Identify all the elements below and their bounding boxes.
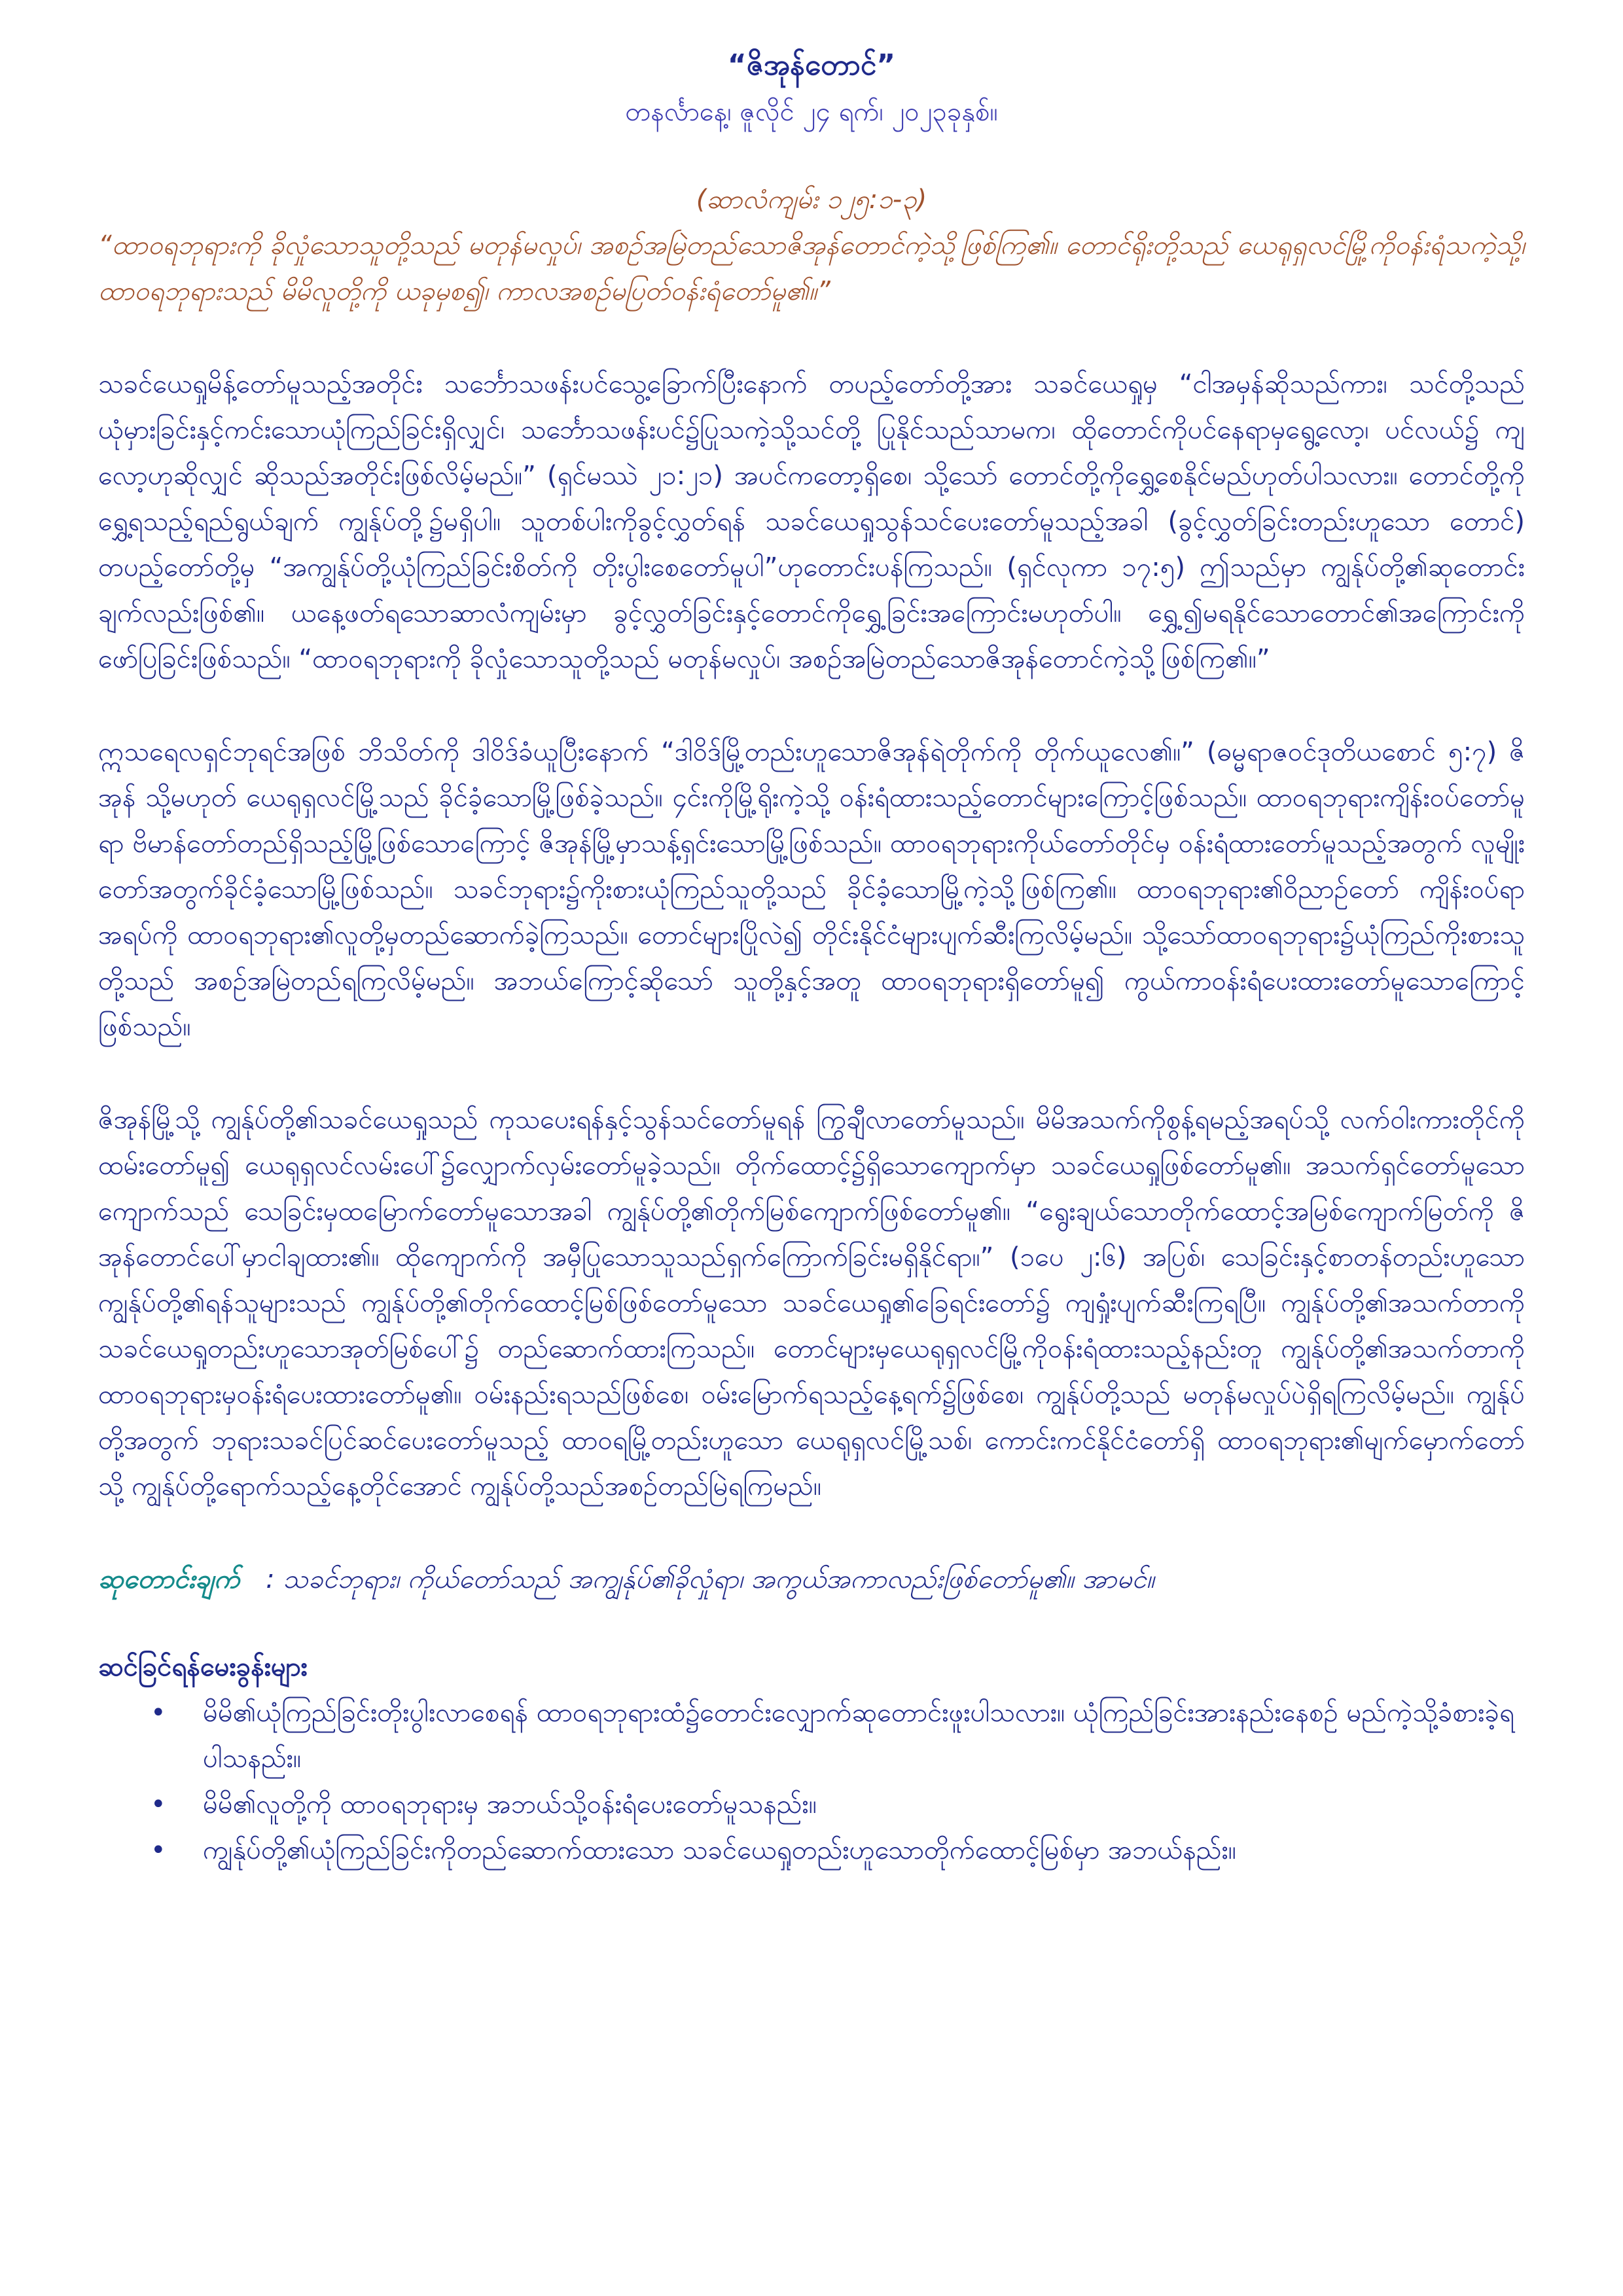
prayer-label: ဆုတောင်းချက် (98, 1564, 240, 1594)
questions-title: ဆင်ခြင်ရန်မေးခွန်းများ (98, 1652, 308, 1682)
list-item (151, 1782, 1525, 1827)
bullet-icon: • (151, 1835, 166, 1865)
prayer-text: : သခင်ဘုရား၊ ကိုယ်တော်သည် အကျွန်ုပ်၏ခိုလှုံရာ၊ အကွယ်အကာလည်းဖြစ်တော်မူ၏။ အာမင်။ (266, 1564, 1154, 1594)
bullet-icon: • (151, 1698, 166, 1728)
paragraph-2: ဣသရေလရှင်ဘုရင်အဖြစ် ဘိသိတ်ကို ဒါဝိဒ်ခံယူပြီးနောက် “ဒါဝိဒ်မြို့တည်းဟူသောဇိအုန်ရဲတိုက်ကို တိုက်ယူလေ၏။” (ဓမ္မရာဇဝင်ဒုတိယစောင် ၅:၇) ဇိအုန် သို့မဟုတ် ယေရုရှလင်မြို့သည် ခိုင်ခံ့သောမြို့ဖြစ်ခဲ့သည်။ ၄င်းကိုမြို့ရိုးကဲ့သို့ ဝန်းရံထားသည့်တောင်များကြောင့်ဖြစ်သည်။ ထာဝရဘုရားကျိန်းဝပ်တော်မူရာ ဗိမာန်တော်တည်ရှိသည့်မြို့ဖြစ်သောကြောင့် ဇိအုန်မြို့မှာသန့်ရှင်းသောမြို့ဖြစ်သည်။ ထာဝရဘုရားကိုယ်တော်တိုင်မှ ဝန်းရံထားတော်မူသည့်အတွက် လူမျိုးတော်အတွက်ခိုင်ခံ့သောမြို့ဖြစ်သည်။ သခင်ဘုရား၌ကိုးစားယုံကြည်သူတို့သည် ခိုင်ခံ့သောမြို့ကဲ့သို့ဖြစ်ကြ၏။ ထာဝရဘုရား၏ဝိညာဉ်တော် ကျိန်းဝပ်ရာအရပ်ကို ထာဝရဘုရား၏လူတို့မှတည်ဆောက်ခဲ့ကြသည်။ တောင်များပြိုလဲ၍ တိုင်းနိုင်ငံများပျက်ဆီးကြလိမ့်မည်။ သို့သော်ထာဝရဘုရား၌ယုံကြည်ကိုးစားသူတို့သည် အစဉ်အမြဲတည်ရကြလိမ့်မည်။ အဘယ်ကြောင့်ဆိုသော် သူတို့နှင့်အတူ ထာဝရဘုရားရှိတော်မူ၍ ကွယ်ကာဝန်းရံပေးထားတော်မူသောကြောင့်ဖြစ်သည်။ (98, 737, 1525, 1042)
bullet-icon: • (151, 1789, 166, 1820)
verse-text: “ထာဝရဘုရားကို ခိုလှုံသောသူတို့သည် မတုန်မလှုပ်၊ အစဉ်အမြဲတည်သောဇိအုန်တောင်ကဲ့သို့ဖြစ်ကြ၏။ တောင်ရိုးတို့သည် ယေရုရှလင်မြို့ကိုဝန်းရံသကဲ့သို့၊ ထာဝရဘုရားသည် မိမိလူတို့ကို ယခုမှစ၍၊ ကာလအစဉ်မပြတ်ဝန်းရံတော်မူ၏။” (98, 230, 1525, 306)
question-text: မိမိ၏ယုံကြည်ခြင်းတိုးပွါးလာစေရန် ထာဝရဘုရားထံ၌တောင်းလျှောက်ဆုတောင်းဖူးပါသလား။ ယုံကြည်ခြင်းအားနည်းနေစဉ် မည်ကဲ့သို့ခံစားခဲ့ရပါသနည်း။ (203, 1698, 1514, 1774)
page-title: “ဇိအုန်တောင်” (727, 48, 896, 82)
question-text: မိမိ၏လူတို့ကို ထာဝရဘုရားမှ အဘယ်သို့ဝန်းရံပေးတော်မူသနည်း။ (203, 1789, 817, 1820)
prayer (98, 1556, 1525, 1602)
questions-list (98, 1690, 1525, 1873)
paragraph-1: သခင်ယေရှုမိန့်တော်မူသည့်အတိုင်း သင်္ဘောသဖန်းပင်သွေ့ခြောက်ပြီးနောက် တပည့်တော်တို့အား သခင်ယေရှုမှ “ငါအမှန်ဆိုသည်ကား၊ သင်တို့သည် ယုံမှားခြင်းနှင့်ကင်းသောယုံကြည်ခြင်းရှိလျှင်၊ သင်္ဘောသဖန်းပင်၌ပြုသကဲ့သို့သင်တို့ ပြုနိုင်သည်သာမက၊ ထိုတောင်ကိုပင်နေရာမှရွေ့လော့၊ ပင်လယ်၌ ကျလော့ဟုဆိုလျှင် ဆိုသည်အတိုင်းဖြစ်လိမ့်မည်။” (ရှင်မဿဲ ၂၁:၂၁) အပင်ကတော့ရှိစေ၊ သို့သော် တောင်တို့ကိုရွှေ့စေနိုင်မည်ဟုတ်ပါသလား။ တောင်တို့ကိုရွှေ့ရသည့်ရည်ရွယ်ချက် ကျွန်ုပ်တို့၌မရှိပါ။ သူတစ်ပါးကိုခွင့်လွှတ်ရန် သခင်ယေရှုသွန်သင်ပေးတော်မူသည့်အခါ (ခွင့်လွှတ်ခြင်းတည်းဟူသော တောင်) တပည့်တော်တို့မှ “အကျွန်ုပ်တို့ယုံကြည်ခြင်းစိတ်ကို တိုးပွါးစေတော်မူပါ”ဟုတောင်းပန်ကြသည်။ (ရှင်လုကာ ၁၇:၅) ဤသည်မှာ ကျွန်ုပ်တို့၏ဆုတောင်းချက်လည်းဖြစ်၏။ ယနေ့ဖတ်ရသောဆာလံကျမ်းမှာ ခွင့်လွှတ်ခြင်းနှင့်တောင်ကိုရွှေ့ခြင်းအကြောင်းမဟုတ်ပါ။ ရွှေ့၍မရနိုင်သောတောင်၏အကြောင်းကိုဖော်ပြခြင်းဖြစ်သည်။ “ထာဝရဘုရားကို ခိုလှုံသောသူတို့သည် မတုန်မလှုပ်၊ အစဉ်အမြဲတည်သောဇိအုန်တောင်ကဲ့သို့ဖြစ်ကြ၏။” (98, 369, 1525, 674)
page-date: တနင်္လာနေ့၊ ဇူလိုင် ၂၄ ရက်၊ ၂၀၂၃ခုနှစ်။ (625, 97, 998, 127)
verse-reference: (ဆာလံကျမ်း ၁၂၅:၁-၃) (696, 185, 927, 215)
list-item (151, 1827, 1525, 1873)
paragraph-3: ဇိအုန်မြို့သို့ ကျွန်ုပ်တို့၏သခင်ယေရှုသည် ကုသပေးရန်နှင့်သွန်သင်တော်မူရန် ကြွချီလာတော်မူသည်။ မိမိအသက်ကိုစွန့်ရမည့်အရပ်သို့ လက်ဝါးကားတိုင်ကိုထမ်းတော်မူ၍ ယေရုရှလင်လမ်းပေါ်၌လျှောက်လှမ်းတော်မူခဲ့သည်။ တိုက်ထောင့်၌ရှိသောကျောက်မှာ သခင်ယေရှုဖြစ်တော်မူ၏။ အသက်ရှင်တော်မူသောကျောက်သည် သေခြင်းမှထမြောက်တော်မူသောအခါ ကျွန်ုပ်တို့၏တိုက်မြစ်ကျောက်ဖြစ်တော်မူ၏။ “ရွေးချယ်သောတိုက်ထောင့်အမြစ်ကျောက်မြတ်ကို ဇိအုန်တောင်ပေါ်မှာငါချထား၏။ ထိုကျောက်ကို အမှီပြုသောသူသည်ရှက်ကြောက်ခြင်းမရှိနိုင်ရာ။” (၁ပေ ၂:၆) အပြစ်၊ သေခြင်းနှင့်စာတန်တည်းဟူသောကျွန်ုပ်တို့၏ရန်သူများသည် ကျွန်ုပ်တို့၏တိုက်ထောင့်မြစ်ဖြစ်တော်မူသော သခင်ယေရှု၏ခြေရင်းတော်၌ ကျရှုံးပျက်ဆီးကြရပြီ။ ကျွန်ုပ်တို့၏အသက်တာကို သခင်ယေရှုတည်းဟူသောအုတ်မြစ်ပေါ်၌ တည်ဆောက်ထားကြသည်။ တောင်များမှယေရုရှလင်မြို့ကိုဝန်းရံထားသည့်နည်းတူ ကျွန်ုပ်တို့၏အသက်တာကို ထာဝရဘုရားမှဝန်းရံပေးထားတော်မူ၏။ ဝမ်းနည်းရသည်ဖြစ်စေ၊ ဝမ်းမြောက်ရသည့်နေ့ရက်၌ဖြစ်စေ၊ ကျွန်ုပ်တို့သည် မတုန်မလှုပ်ပဲရှိရကြလိမ့်မည်။ ကျွန်ုပ်တို့အတွက် ဘုရားသခင်ပြင်ဆင်ပေးတော်မူသည့် ထာဝရမြို့တည်းဟူသော ယေရုရှလင်မြို့သစ်၊ ကောင်းကင်နိုင်ငံတော်ရှိ ထာဝရဘုရား၏မျက်မှောက်တော်သို့ ကျွန်ုပ်တို့ရောက်သည့်နေ့တိုင်အောင် ကျွန်ုပ်တို့သည်အစဉ်တည်မြဲရကြမည်။ (98, 1105, 1525, 1501)
question-text: ကျွန်ုပ်တို့၏ယုံကြည်ခြင်းကိုတည်ဆောက်ထားသော သခင်ယေရှုတည်းဟူသောတိုက်ထောင့်မြစ်မှာ အဘယ်နည်း။ (203, 1835, 1236, 1865)
list-item (151, 1690, 1525, 1782)
